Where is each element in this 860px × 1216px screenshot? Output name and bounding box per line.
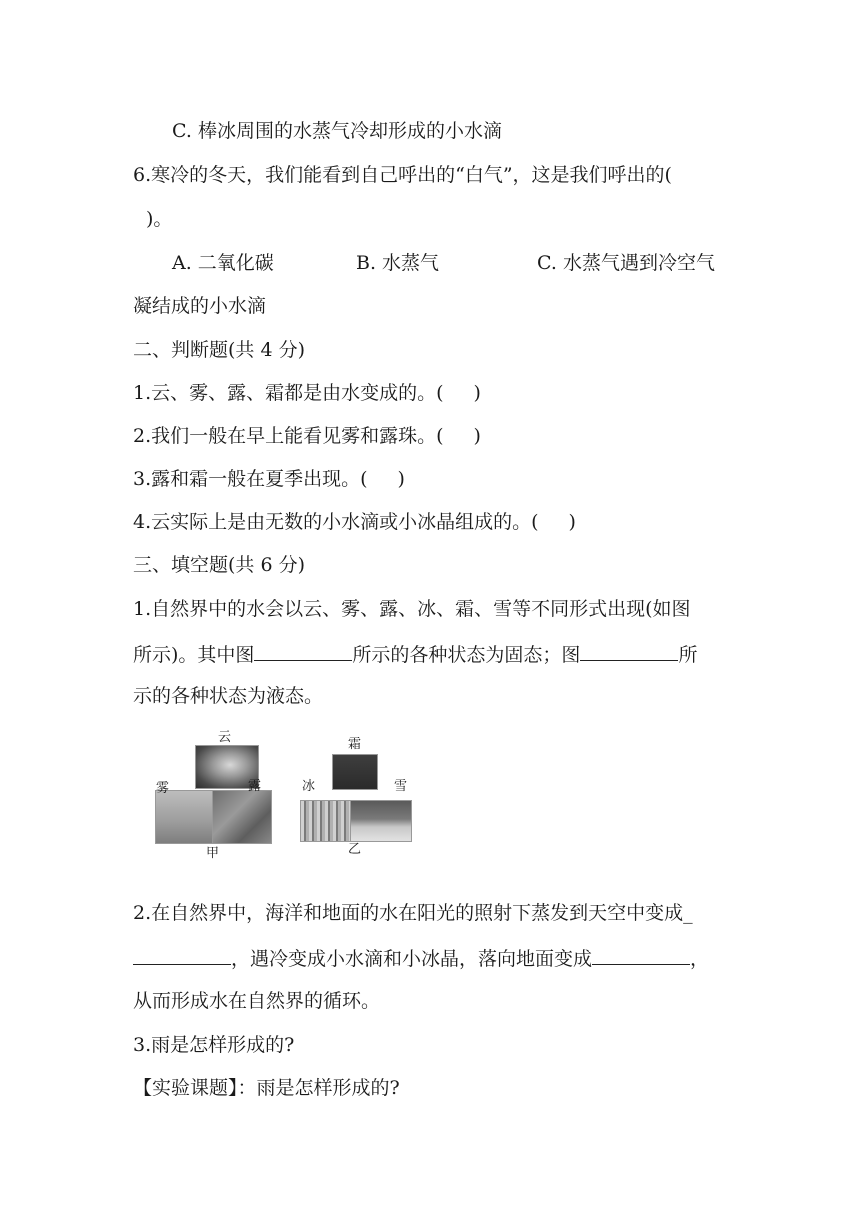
fill-q1-line1: 1.自然界中的水会以云、雾、露、冰、霜、雪等不同形式出现(如图 bbox=[133, 598, 691, 620]
fill-q2-line1: 2.在自然界中，海洋和地面的水在阳光的照射下蒸发到天空中变成_ bbox=[133, 902, 693, 924]
label-snow: 雪 bbox=[394, 779, 408, 794]
label-fog: 雾 bbox=[156, 781, 170, 796]
section2-heading: 二、判断题(共 4 分) bbox=[133, 339, 305, 361]
answer-blank-solid[interactable] bbox=[254, 640, 352, 661]
fill-q3-question: 3.雨是怎样形成的? bbox=[133, 1034, 295, 1056]
water-forms-figure bbox=[150, 730, 450, 865]
q6-option-c-part2: 凝结成的小水滴 bbox=[133, 295, 267, 317]
photo-frost bbox=[332, 754, 378, 790]
q5-option-c: C. 棒冰周围的水蒸气冷却形成的小水滴 bbox=[172, 120, 502, 142]
label-dew: 露 bbox=[248, 779, 262, 794]
q6-option-b: B. 水蒸气 bbox=[356, 252, 440, 274]
caption-jia: 甲 bbox=[206, 846, 220, 861]
experiment-topic: 【实验课题】：雨是怎样形成的? bbox=[133, 1077, 400, 1099]
label-frost: 霜 bbox=[348, 737, 362, 752]
label-cloud: 云 bbox=[218, 730, 232, 745]
section3-heading: 三、填空题(共 6 分) bbox=[133, 554, 305, 576]
answer-blank-precipitation[interactable] bbox=[592, 944, 690, 965]
photo-ice bbox=[300, 800, 352, 842]
label-ice: 冰 bbox=[302, 779, 316, 794]
judge-item-1: 1.云、雾、露、霜都是由水变成的。( ) bbox=[133, 382, 481, 404]
judge-item-4: 4.云实际上是由无数的小水滴或小冰晶组成的。( ) bbox=[133, 511, 576, 533]
answer-blank-liquid[interactable] bbox=[580, 640, 678, 661]
photo-snow bbox=[350, 800, 412, 842]
photo-dew bbox=[212, 790, 272, 844]
fill-q2-line3: 从而形成水在自然界的循环。 bbox=[133, 990, 381, 1012]
answer-blank-vapor[interactable] bbox=[133, 944, 231, 965]
judge-item-3: 3.露和霜一般在夏季出现。( ) bbox=[133, 468, 405, 490]
q6-option-c-part1: C. 水蒸气遇到冷空气 bbox=[537, 252, 715, 274]
fill-q1-line2: 所示)。其中图 所示的各种状态为固态；图 所 bbox=[133, 640, 697, 668]
q6-stem-line2: )。 bbox=[146, 208, 173, 230]
judge-item-2: 2.我们一般在早上能看见雾和露珠。( ) bbox=[133, 425, 481, 447]
fill-q1-line3: 示的各种状态为液态。 bbox=[133, 685, 324, 707]
fill-q2-line2: ，遇冷变成小水滴和小冰晶，落向地面变成 ， bbox=[133, 944, 709, 972]
photo-fog bbox=[155, 790, 215, 844]
q6-option-a: A. 二氧化碳 bbox=[172, 252, 274, 274]
q6-stem-line1: 6.寒冷的冬天，我们能看到自己呼出的“白气”，这是我们呼出的( bbox=[133, 164, 672, 186]
caption-yi: 乙 bbox=[348, 842, 362, 857]
